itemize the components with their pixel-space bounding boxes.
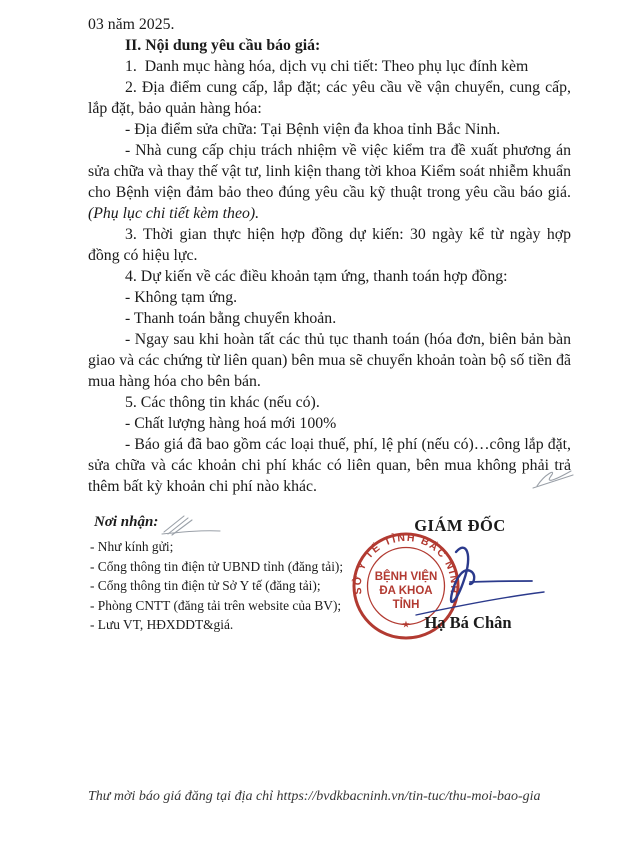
paragraph: - Báo giá đã bao gồm các loại thuế, phí, lệ phí (nếu có)…công lắp đặt, sửa chữa và các khoản chi phí khác có liên quan, bên mua không phải trả thêm bất kỳ khoản chi phí nào khác.	[88, 436, 571, 495]
recipient-item: - Lưu VT, HĐXDDT&giá.	[90, 617, 234, 632]
paragraph: - Nhà cung cấp chịu trách nhiệm về việc kiểm tra đề xuất phương án sửa chữa và thay thế vật tư, linh kiện thang tời khoa Kiểm soát nhiễm khuẩn cho Bệnh viện đảm bảo theo đúng yêu cầu kỹ thuật trong yêu cầu báo giá. (Phụ lục chi tiết kèm theo).	[88, 142, 571, 222]
paragraph: - Không tạm ứng.	[125, 289, 238, 306]
paragraph: 3. Thời gian thực hiện hợp đồng dự kiến: 30 ngày kể từ ngày hợp đồng có hiệu lực.	[88, 226, 571, 264]
paragraph: 4. Dự kiến về các điều khoản tạm ứng, thanh toán hợp đồng:	[125, 268, 508, 285]
intro-line: 03 năm 2025.	[88, 16, 175, 33]
seal-center-line1: BỆNH VIỆN	[374, 571, 438, 583]
recipient-item: - Cổng thông tin điện tử Sở Y tế (đăng tải);	[90, 578, 321, 593]
signer-name: Hạ Bá Chân	[424, 613, 512, 632]
document-body	[88, 14, 571, 497]
recipients-list	[90, 537, 370, 635]
paragraph: - Chất lượng hàng hoá mới 100%	[125, 415, 337, 432]
initials-scribble	[531, 464, 579, 492]
body-paragraphs	[88, 56, 571, 497]
recipient-item: - Cổng thông tin điện tử UBND tỉnh (đăng tải);	[90, 558, 344, 574]
paragraph: - Thanh toán bằng chuyển khoản.	[125, 310, 337, 327]
seal-center-line3: TỈNH	[392, 599, 420, 611]
paragraph: - Địa điểm sửa chữa: Tại Bệnh viện đa khoa tỉnh Bắc Ninh.	[125, 121, 501, 138]
recipient-item: - Phòng CNTT (đăng tải trên website của BV);	[90, 597, 342, 613]
paragraph: - Ngay sau khi hoàn tất các thủ tục thanh toán (hóa đơn, biên bản bàn giao và các chứng từ liên quan) bên mua sẽ chuyển khoản toàn bộ số tiền đã mua hàng hóa cho bên bán.	[88, 331, 571, 390]
paragraph: 2. Địa điểm cung cấp, lắp đặt; các yêu cầu về vận chuyển, cung cấp, lắp đặt, bảo quản hàng hóa:	[88, 79, 571, 117]
paragraph: 5. Các thông tin khác (nếu có).	[125, 394, 320, 411]
pencil-scribble	[158, 512, 224, 538]
signer-title: GIÁM ĐỐC	[414, 516, 506, 535]
seal-star-icon: ★	[402, 620, 410, 629]
recipients-heading: Nơi nhận:	[94, 514, 159, 530]
section-heading: II. Nội dung yêu cầu báo giá:	[125, 37, 321, 54]
recipient-item: - Như kính gửi;	[90, 539, 174, 554]
recipients-block	[90, 514, 370, 635]
seal-center-line2: ĐA KHOA	[379, 585, 433, 597]
paragraph: 1. Danh mục hàng hóa, dịch vụ chi tiết: Theo phụ lục đính kèm	[125, 58, 529, 75]
seal-ring-text: SỞ Y TẾ TỈNH BẮC NINH	[351, 531, 461, 596]
footer-note: Thư mời báo giá đăng tại địa chỉ https://bvdkbacninh.vn/tin-tuc/thu-moi-bao-gia	[88, 789, 541, 804]
